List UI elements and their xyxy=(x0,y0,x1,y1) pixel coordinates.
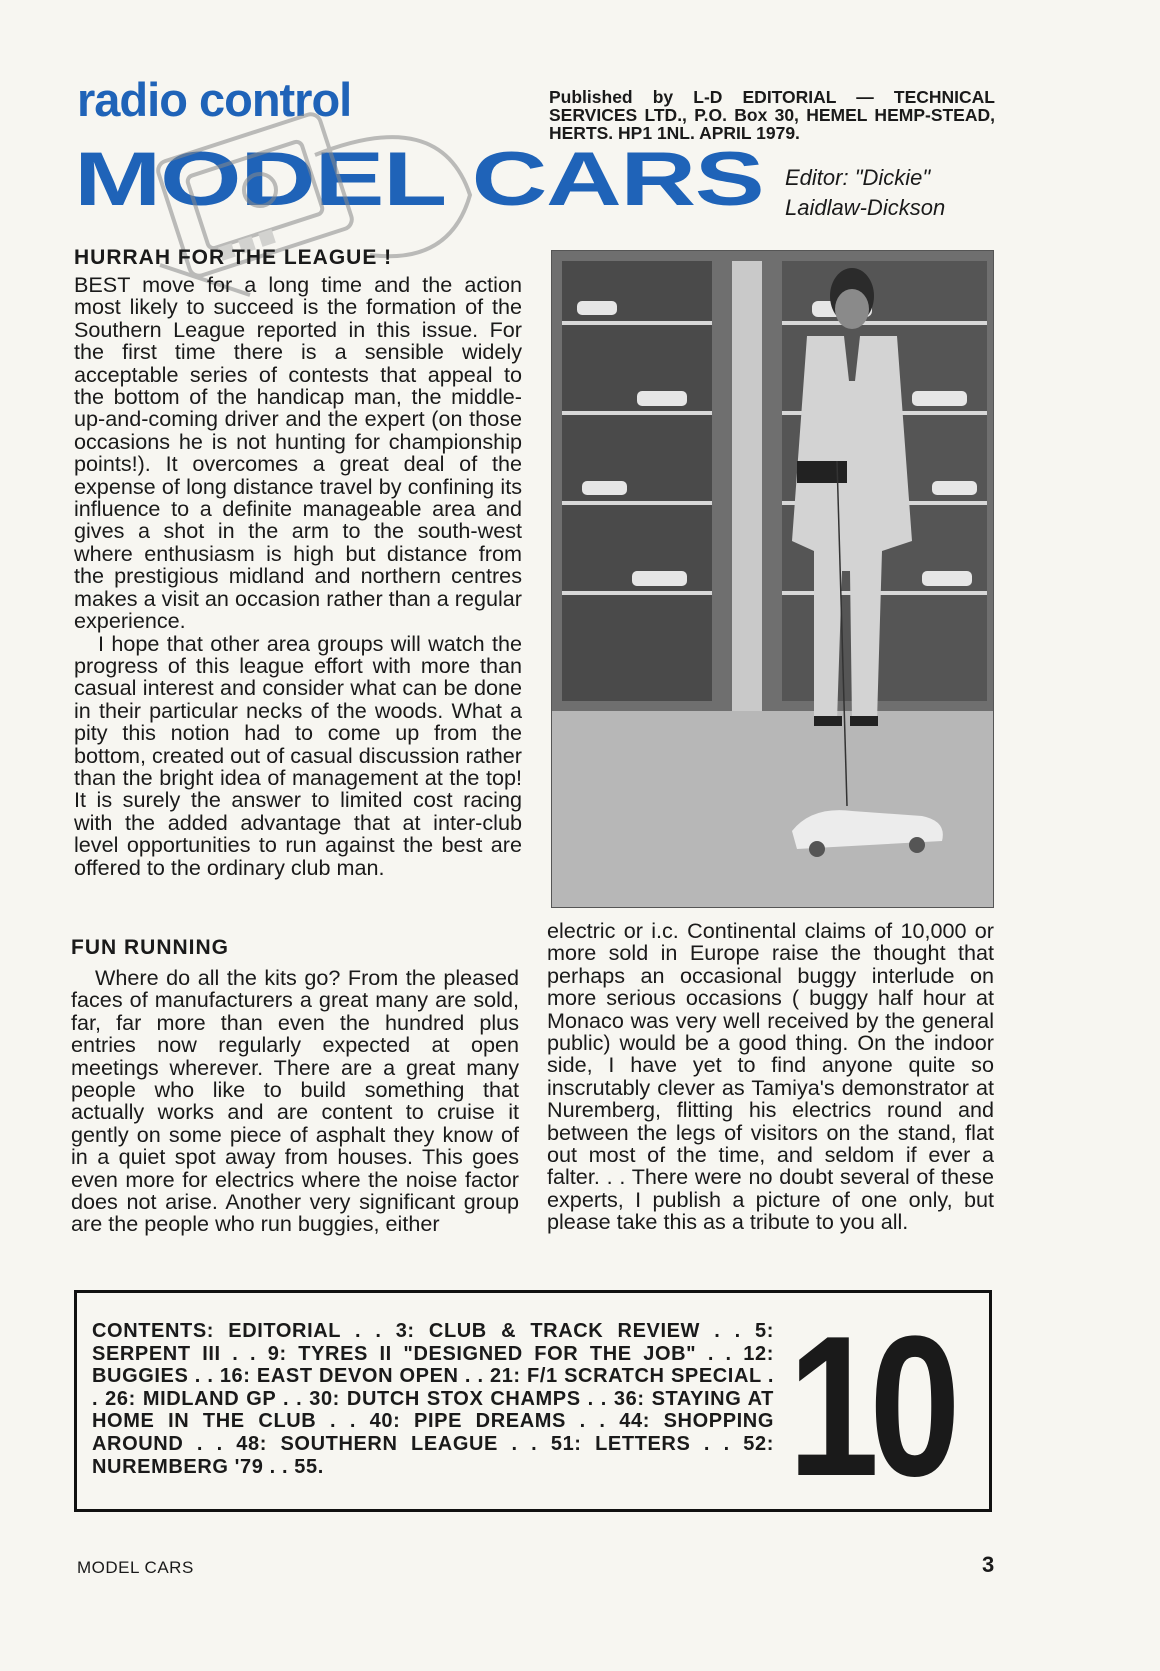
editor-name: Laidlaw-Dickson xyxy=(785,195,946,220)
paragraph-3: Where do all the kits go? From the pleased faces of manufacturers a great many are sold, far, far more than even the hundred plus entries now regularly expected at open meetings wherever. There are a great many people who like to build something that actually works and are content to cruise it gently on some piece of asphalt they know of in a quiet spot away from houses. This goes even more for electrics where the noise factor does not arise. Another very significant group are the people who run buggies, either xyxy=(71,965,519,1237)
article-column-left-bottom xyxy=(71,935,519,1236)
paragraph-2: I hope that other area groups will watch the progress of this league effort with more than casual interest and consider what can be done in their particular necks of the woods. What a pity this notion had to come up from the bottom, created out of casual discussion rather than the bright idea of management at the top! It is surely the answer to limited cost racing with the added advantage that at inter-club level opportunities to run against the best are offered to the ordinary club man. xyxy=(74,630,522,880)
article-column-right xyxy=(547,920,994,1234)
footer-magazine-name: MODEL CARS xyxy=(77,1558,194,1577)
heading-hurrah: HURRAH FOR THE LEAGUE ! xyxy=(74,246,393,269)
photo-demonstrator xyxy=(551,250,994,908)
article-column-left-top xyxy=(74,245,522,879)
photo-demonstrator-image xyxy=(552,251,993,907)
publisher-info: Published by L-D EDITORIAL — TECHNICAL SERVICES LTD., P.O. Box 30, HEMEL HEMP-STEAD, HERTS. HP1 1NL. APRIL 1979. xyxy=(549,87,995,143)
paragraph-1: BEST move for a long time and the action most likely to succeed is the formation of the Southern League reported in this issue. For the first time there is a sensible widely acceptable series of contests that appeal to the bottom of the handicap man, the middle-up-and-coming driver and the expert (on those occasions he is not hunting for championship points!). It overcomes a great deal of the expense of long distance travel by confining its influence to a definite manageable area and gives a shot in the arm to the south-west where enthusiasm is high but distance from the prestigious midland and northern centres makes a visit an occasion rather than a regular experience. xyxy=(74,272,522,634)
masthead-title: MODEL CARS xyxy=(74,137,764,222)
contents-list: CONTENTS: EDITORIAL . . 3: CLUB & TRACK REVIEW . . 5: SERPENT III . . 9: TYRES II "DESIGNED FOR THE JOB" . . 12: BUGGIES . . 16: EAST DEVON OPEN . . 21: F/1 SCRATCH SPECIAL . . 26: MIDLAND GP . . 30: DUTCH STOX CHAMPS . . 36: STAYING AT HOME IN THE CLUB . . 40: PIPE DREAMS . . 44: SHOPPING AROUND . . 48: SOUTHERN LEAGUE . . 51: LETTERS . . 52: NUREMBERG '79 . . 55. xyxy=(92,1320,774,1478)
page-number: 3 xyxy=(982,1552,995,1577)
paragraph-4: electric or i.c. Continental claims of 10,000 or more sold in Europe raise the thought that perhaps an occasional buggy interlude on more serious occasions ( buggy half hour at Monaco was very well received by the general public) would be a good thing. On the indoor side, I have yet to find anyone quite so inscrutably clever as Tamiya's demonstrator at Nuremberg, flitting his electrics round and between the legs of visitors on the stand, flat out most of the time, and seldom if ever a falter. . . There were no doubt several of these experts, I publish a picture of one only, but please take this as a tribute to you all. xyxy=(547,918,994,1235)
heading-fun-running: FUN RUNNING xyxy=(71,936,229,959)
issue-number: 10 xyxy=(788,1295,951,1518)
editor-label: Editor: "Dickie" xyxy=(785,165,931,190)
editor-credit xyxy=(785,163,1005,223)
masthead-subtitle: radio control xyxy=(77,73,352,126)
